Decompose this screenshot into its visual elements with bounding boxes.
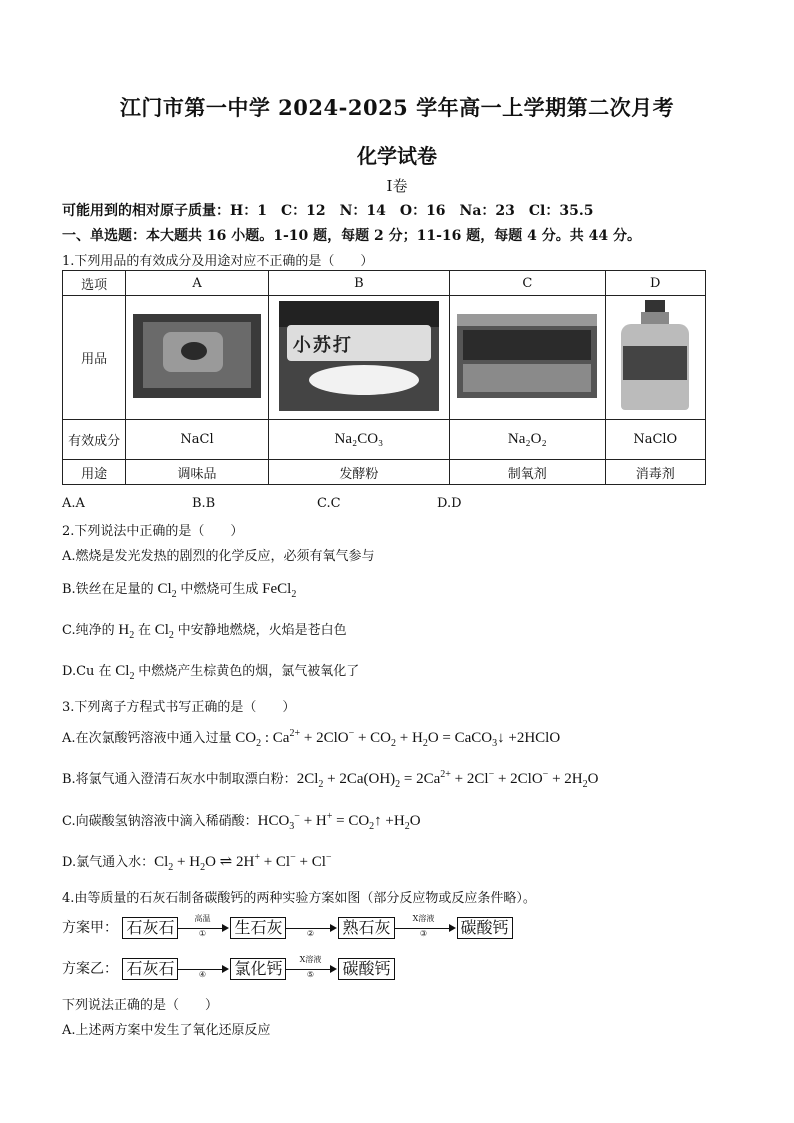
photo-cell-a — [126, 296, 269, 420]
reaction-arrow-icon: ④ — [178, 959, 230, 979]
disinfectant-bottle-photo — [613, 300, 697, 412]
photo-cell-b — [268, 296, 449, 420]
row-label: 用途 — [63, 460, 126, 485]
reaction-arrow-icon: ② — [286, 918, 338, 938]
table-row-components — [63, 420, 706, 460]
plan-a-flow — [62, 914, 513, 939]
question-4-sub-stem: 下列说法正确的是（ ） — [62, 998, 219, 1013]
question-3-option-a: A.在次氯酸钙溶液中通入过量 $CO_2$ : $Ca^{2+} + 2ClO^- + CO_2 + H_2O$ = CaCO$_3$↓ +2HClO — [62, 728, 561, 749]
plan-b-flow — [62, 955, 395, 980]
plan-b-label: 方案乙： — [62, 961, 118, 977]
exam-title: 江门市第一中学 2024-2025 学年高一上学期第二次月考 — [119, 95, 675, 120]
question-1-table — [62, 270, 706, 485]
exam-subtitle: 化学试卷 — [357, 144, 437, 168]
photo-cell-c — [450, 296, 605, 420]
option-c[interactable]: C.C — [317, 496, 341, 511]
reaction-arrow-icon: X溶液 ⑤ — [286, 959, 338, 979]
reaction-arrow-icon: X溶液 ③ — [395, 918, 457, 938]
question-3-stem: 3.下列离子方程式书写正确的是（ ） — [62, 700, 296, 715]
flow-box: 石灰石 — [122, 917, 178, 939]
photo-cell-d — [605, 296, 705, 420]
row-label: 有效成分 — [63, 420, 126, 460]
volume-label: Ⅰ卷 — [386, 177, 408, 195]
question-4-option-a: A.上述两方案中发生了氧化还原反应 — [62, 1023, 271, 1038]
use-cell: 消毒剂 — [605, 460, 705, 485]
atomic-masses: 可能用到的相对原子质量：H：1 C：12 N：14 O：16 Na：23 Cl：35.5 — [62, 203, 594, 219]
question-4-stem: 4.由等质量的石灰石制备碳酸钙的两种实验方案如图（部分反应物或反应条件略）。 — [62, 891, 536, 906]
question-2-option-b: B.铁丝在足量的 $Cl_2$ 中燃烧可生成 FeCl$_2$ — [62, 581, 297, 600]
oxygen-agent-box-photo — [457, 314, 597, 398]
flow-box: 碳酸钙 — [338, 958, 394, 980]
question-1-options — [62, 496, 462, 511]
baking-soda-label: 小苏打 — [292, 334, 353, 356]
option-d[interactable]: D.D — [437, 496, 462, 511]
flow-box: 熟石灰 — [338, 917, 394, 939]
question-3-option-c: C.向碳酸氢钠溶液中滴入稀硝酸：$HCO_3^- + H^+$ = $CO_2↑ +H_2O$ — [62, 811, 421, 832]
table-header-row — [63, 271, 706, 296]
flow-box: 石灰石 — [122, 958, 178, 980]
baking-soda-bag-photo — [279, 301, 439, 411]
flow-box: 碳酸钙 — [457, 917, 513, 939]
question-2-stem: 2.下列说法中正确的是（ ） — [62, 524, 244, 539]
question-3-option-b: B.将氯气通入澄清石灰水中制取漂白粉：$2Cl_2 + 2Ca(OH)_2 = 2Ca^{2+} + 2Cl^- + 2ClO^- + 2H_2O$ — [62, 769, 599, 790]
section-heading: 一、单选题：本大题共 16 小题。1-10 题，每题 2 分；11-16 题，每题 4 分。共 44 分。 — [62, 228, 641, 244]
table-row-uses — [63, 460, 706, 485]
table-row-items — [63, 296, 706, 420]
question-1-stem: 1.下列用品的有效成分及用途对应不正确的是（ ） — [62, 254, 374, 269]
use-cell: 调味品 — [126, 460, 269, 485]
table-header-cell: 选项 — [63, 271, 126, 296]
use-cell: 制氧剂 — [450, 460, 605, 485]
table-header-cell: C — [450, 271, 605, 296]
question-2-option-a: A.燃烧是发光发热的剧烈的化学反应，必须有氧气参与 — [62, 549, 375, 564]
flow-box: 氯化钙 — [230, 958, 286, 980]
table-header-cell: D — [605, 271, 705, 296]
reaction-arrow-icon: 高温 ① — [178, 918, 230, 938]
table-header-cell: B — [268, 271, 449, 296]
table-header-cell: A — [126, 271, 269, 296]
option-b[interactable]: B.B — [192, 496, 216, 511]
component-cell: Na₂CO₃ — [268, 420, 449, 460]
question-2-option-c: C.纯净的 $H_2$ 在 $Cl_2$ 中安静地燃烧，火焰是苍白色 — [62, 622, 347, 641]
salt-bag-photo — [133, 314, 261, 398]
row-label: 用品 — [63, 296, 126, 420]
question-3-option-d: D.氯气通入水：$Cl_2 + H_2O$ ⇌ 2H+ + Cl− + Cl− — [62, 852, 332, 873]
use-cell: 发酵粉 — [268, 460, 449, 485]
component-cell: NaCl — [126, 420, 269, 460]
option-a[interactable]: A.A — [62, 496, 85, 511]
plan-a-label: 方案甲： — [62, 920, 118, 936]
flow-box: 生石灰 — [230, 917, 286, 939]
component-cell: Na₂O₂ — [450, 420, 605, 460]
component-cell: NaClO — [605, 420, 705, 460]
question-2-option-d: D.Cu 在 $Cl_2$ 中燃烧产生棕黄色的烟，氯气被氧化了 — [62, 663, 360, 682]
